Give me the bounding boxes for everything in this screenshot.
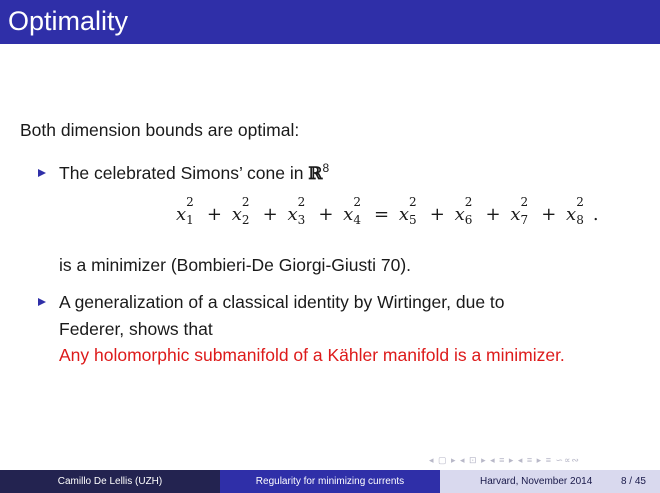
minimizer-text: is a minimizer (Bombieri-De Giorgi-Giusti 70).	[59, 255, 412, 275]
simons-cone-equation	[176, 195, 599, 227]
equation-term: x 2 5	[398, 195, 417, 227]
plus-operator: +	[206, 204, 222, 225]
title-bar	[0, 0, 660, 44]
bullet-item-simons-cone	[59, 162, 329, 185]
plus-operator: +	[318, 204, 334, 225]
equation-term: x 2 1	[176, 195, 194, 227]
intro-text: Both dimension bounds are optimal:	[20, 120, 300, 140]
equation-term: x 2 8	[566, 195, 584, 227]
bullet-triangle-icon	[38, 169, 46, 177]
beamer-navigation-controls[interactable]: ◂ ▢ ▸ ◂ ⊡ ▸ ◂ ≡ ▸ ◂ ≡ ▸ ≡ ∽∝∾	[429, 455, 580, 465]
equation-term: x 2 3	[287, 195, 306, 227]
equals-operator: =	[374, 204, 390, 225]
slide-title: Optimality	[8, 6, 129, 36]
wirtinger-line-1: A generalization of a classical identity by Wirtinger, due to	[59, 292, 505, 312]
plus-operator: +	[262, 204, 278, 225]
footer-date: Harvard, November 2014	[480, 476, 593, 487]
plus-operator: +	[541, 204, 557, 225]
plus-operator: +	[485, 204, 501, 225]
equation-period: .	[592, 204, 599, 225]
equation-term: x 2 4	[343, 195, 361, 227]
footer-bar	[0, 470, 660, 493]
equation-term: x 2 2	[231, 195, 250, 227]
dimension-exponent: 8	[322, 161, 330, 175]
kahler-highlight-text: Any holomorphic submanifold of a Kähler manifold is a minimizer.	[59, 345, 565, 365]
real-space-symbol: ℝ	[308, 164, 323, 184]
footer-date-page	[440, 470, 660, 493]
bullet-triangle-icon	[38, 298, 46, 306]
footer-talk-title: Regularity for minimizing currents	[220, 470, 440, 493]
equation-term: x 2 6	[454, 195, 473, 227]
equation-term: x 2 7	[510, 195, 529, 227]
footer-page-number: 8 / 45	[620, 476, 646, 487]
simons-cone-text: The celebrated Simons’ cone in	[59, 163, 309, 183]
plus-operator: +	[429, 204, 445, 225]
footer-author: Camillo De Lellis (UZH)	[0, 470, 220, 493]
wirtinger-line-2: Federer, shows that	[59, 319, 213, 339]
